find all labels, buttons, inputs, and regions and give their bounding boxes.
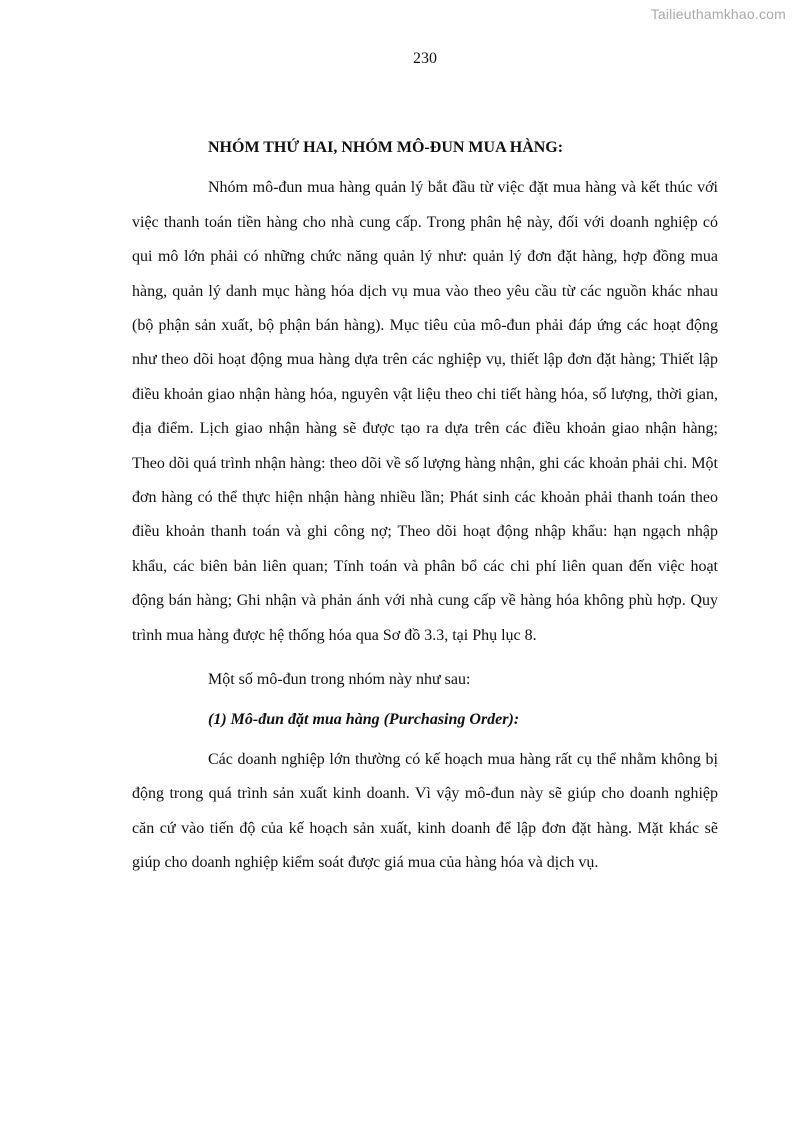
body-paragraph-1: Nhóm mô-đun mua hàng quản lý bắt đầu từ việc đặt mua hàng và kết thúc với việc thanh toán tiền hàng cho nhà cung cấp. Trong phân hệ này, đối với doanh nghiệp có qui mô lớn phải có những chức năng quản lý như: quản lý đơn đặt hàng, hợp đồng mua hàng, quản lý danh mục hàng hóa dịch vụ mua vào theo yêu cầu từ các nguồn khác nhau (bộ phận sản xuất, bộ phận bán hàng). Mục tiêu của mô-đun phải đáp ứng các hoạt động như theo dõi hoạt động mua hàng dựa trên các nghiệp vụ, thiết lập đơn đặt hàng; Thiết lập điều khoản giao nhận hàng hóa, nguyên vật liệu theo chi tiết hàng hóa, số lượng, thời gian, địa điểm. Lịch giao nhận hàng sẽ được tạo ra dựa trên các điều khoản giao nhận hàng; Theo dõi quá trình nhận hàng: theo dõi về số lượng hàng nhận, ghi các khoản phải chi. Một đơn hàng có thể thực hiện nhận hàng nhiều lần; Phát sinh các khoản phải thanh toán theo điều khoản thanh toán và ghi công nợ; Theo dõi hoạt động nhập khẩu: hạn ngạch nhập khẩu, các biên bản liên quan; Tính toán và phân bổ các chi phí liên quan đến việc hoạt động bán hàng; Ghi nhận và phản ánh với nhà cung cấp về hàng hóa không phù hợp. Quy trình mua hàng được hệ thống hóa qua Sơ đồ 3.3, tại Phụ lục 8. (132, 179, 718, 644)
module-1-title: (1) Mô-đun đặt mua hàng (Purchasing Order): (208, 710, 520, 728)
document-body (132, 131, 718, 881)
watermark: Tailieuthamkhao.com (650, 6, 786, 22)
body-paragraph-2: Các doanh nghiệp lớn thường có kế hoạch mua hàng rất cụ thể nhằm không bị động trong quá trình sản xuất kinh doanh. Vì vậy mô-đun này sẽ giúp cho doanh nghiệp căn cứ vào tiến độ của kế hoạch sản xuất, kinh doanh để lập đơn đặt hàng. Mặt khác sẽ giúp cho doanh nghiệp kiểm soát được giá mua của hàng hóa và dịch vụ. (132, 750, 718, 872)
page-number: 230 (413, 50, 437, 67)
modules-intro: Một số mô-đun trong nhóm này như sau: (208, 671, 471, 689)
section-title: NHÓM THỨ HAI, NHÓM MÔ-ĐUN MUA HÀNG: (208, 139, 564, 156)
